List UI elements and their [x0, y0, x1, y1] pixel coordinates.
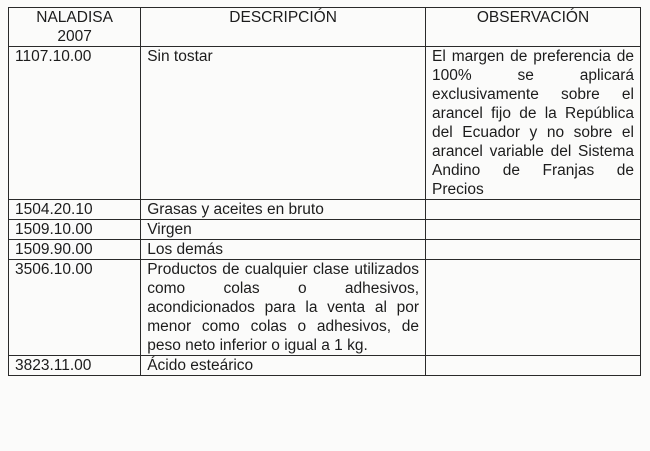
- row-code: 3823.11.00: [9, 356, 141, 376]
- row-code: 1504.20.10: [9, 200, 141, 220]
- row-observation: [426, 240, 641, 260]
- table-row: [9, 47, 641, 200]
- row-description: Grasas y aceites en bruto: [141, 200, 426, 220]
- row-code: 3506.10.00: [9, 260, 141, 356]
- row-observation: El margen de preferencia de 100% se aplicará exclusivamente sobre el arancel fijo de la República del Ecuador y no sobre el arancel variable del Sistema Andino de Franjas de Precios: [426, 47, 641, 200]
- row-code: 1509.90.00: [9, 240, 141, 260]
- header-observation: OBSERVACIÓN: [426, 8, 641, 47]
- header-naladisa-line1: NALADISA: [36, 9, 113, 26]
- row-description: Sin tostar: [141, 47, 426, 200]
- row-code: 1509.10.00: [9, 220, 141, 240]
- header-naladisa: [9, 8, 141, 47]
- row-description: Ácido esteárico: [141, 356, 426, 376]
- header-description: DESCRIPCIÓN: [141, 8, 426, 47]
- table-row: [9, 260, 641, 356]
- row-code: 1107.10.00: [9, 47, 141, 200]
- table-row: [9, 240, 641, 260]
- row-observation: [426, 356, 641, 376]
- table-row: [9, 220, 641, 240]
- row-description: Virgen: [141, 220, 426, 240]
- table-row: [9, 356, 641, 376]
- row-observation: [426, 220, 641, 240]
- header-naladisa-line2: 2007: [57, 28, 92, 45]
- tariff-table: [8, 7, 641, 376]
- row-description: Los demás: [141, 240, 426, 260]
- row-observation: [426, 200, 641, 220]
- table-header-row: [9, 8, 641, 47]
- table-row: [9, 200, 641, 220]
- row-description: Productos de cualquier clase utilizados como colas o adhesivos, acondicionados para la venta al por menor como colas o adhesivos, de peso neto inferior o igual a 1 kg.: [141, 260, 426, 356]
- row-observation: [426, 260, 641, 356]
